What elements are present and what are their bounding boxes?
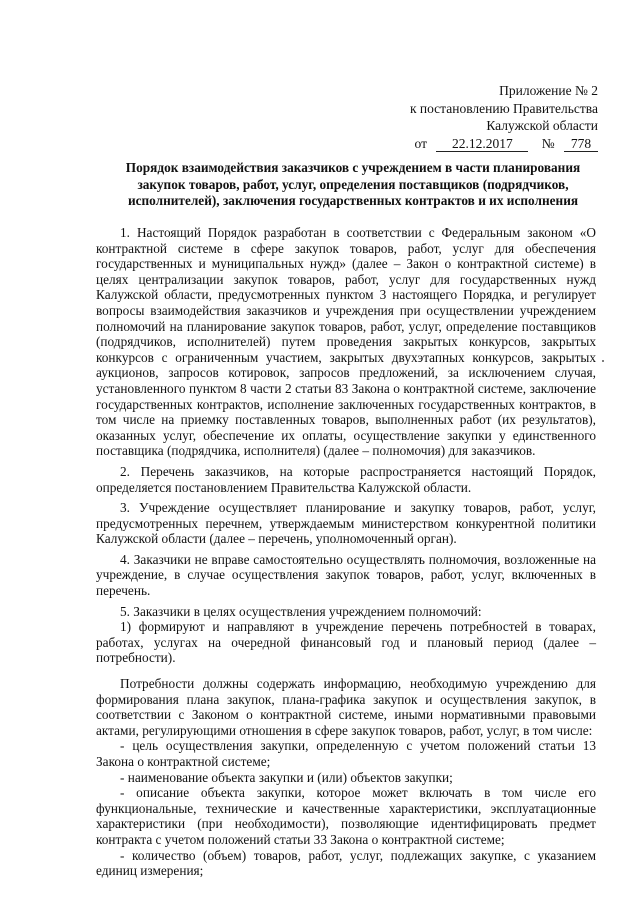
list-item: - описание объекта закупки, которое может включать в том числе его функциональные, технические и качественные характеристики, эксплуатационные характеристики (при необходимости), позволяющие идентифицировать предмет контракта с учетом положений статьи 33 Закона о контрактной системе;: [96, 785, 596, 847]
from-label: от: [414, 135, 427, 151]
appendix-reference: к постановлению Правительства: [409, 100, 598, 116]
order-details: [380, 135, 598, 153]
order-number: 778: [564, 137, 598, 152]
paragraph-3: 3. Учреждение осуществляет планирование и закупку товаров, работ, услуг, предусмотренных перечнем, утверждаемым министерством конкурентной политики Калужской области (далее – перечень, уполномоченный орган).: [96, 500, 596, 547]
document-body: [96, 225, 596, 879]
number-sign: №: [541, 135, 555, 151]
appendix-region: Калужской области: [486, 118, 598, 133]
appendix-header: [380, 82, 598, 152]
list-item: - цель осуществления закупки, определенную с учетом положений статьи 13 Закона о контрактной системе;: [96, 738, 596, 769]
paragraph-5-item-1: 1) формируют и направляют в учреждение перечень потребностей в товарах, работах, услугах на очередной финансовый год и плановый период (далее – потребности).: [96, 619, 596, 666]
appendix-number: Приложение № 2: [499, 83, 598, 98]
paragraph-5: 5. Заказчики в целях осуществления учреждением полномочий:: [120, 603, 482, 619]
document-title: Порядок взаимодействия заказчиков с учреждением в части планирования закупок товаров, работ, услуг, определения поставщиков (подрядчиков, исполнителей), заключения государственных контрактов и их исполнения: [125, 160, 581, 208]
paragraph-1: 1. Настоящий Порядок разработан в соответствии с Федеральным законом «О контрактной системе в сфере закупок товаров, работ, услуг для обеспечения государственных и муниципальных нужд» (далее – Закон о контрактной системе) в целях централизации закупок товаров, работ, услуг для государственных нужд Калужской области, предусмотренных пунктом 3 настоящего Порядка, и регулирует вопросы взаимодействия заказчиков и учреждения при осуществлении учреждением полномочий на планирование закупок товаров, работ, услуг, определение поставщиков (подрядчиков, исполнителей) путем проведения закрытых конкурсов, закрытых конкурсов с ограниченным участием, закрытых двухэтапных конкурсов, закрытых аукционов, запросов котировок, запросов предложений, за исключением случая, установленного пунктом 8 части 2 статьи 83 Закона о контрактной системе, заключение государственных контрактов, исполнение заключенных государственных контрактов, в том числе на приемку поставленных товаров, выполненных работ (их результатов), оказанных услуг, обеспечение их оплаты, осуществление закупки у единственного поставщика (подрядчика, исполнителя) (далее – полномочия) для заказчиков.: [96, 225, 596, 459]
paragraph-requirements: Потребности должны содержать информацию, необходимую учреждению для формирования плана закупок, плана-графика закупок и осуществления закупок, в соответствии с Законом о контрактной системе, иными нормативными правовыми актами, регулирующими отношения в сфере закупок товаров, работ, услуг, в том числе:: [96, 676, 596, 738]
order-date: 22.12.2017: [436, 137, 528, 152]
list-item: - количество (объем) товаров, работ, услуг, подлежащих закупке, с указанием единиц измерения;: [96, 847, 596, 879]
paragraph-4: 4. Заказчики не вправе самостоятельно осуществлять полномочия, возложенные на учреждение, в случае осуществления закупок товаров, работ, услуг, включенных в перечень.: [96, 551, 596, 599]
margin-dot: [602, 360, 604, 362]
paragraph-2: 2. Перечень заказчиков, на которые распространяется настоящий Порядок, определяется постановлением Правительства Калужской области.: [96, 463, 596, 495]
list-item: - наименование объекта закупки и (или) объектов закупки;: [120, 769, 453, 785]
